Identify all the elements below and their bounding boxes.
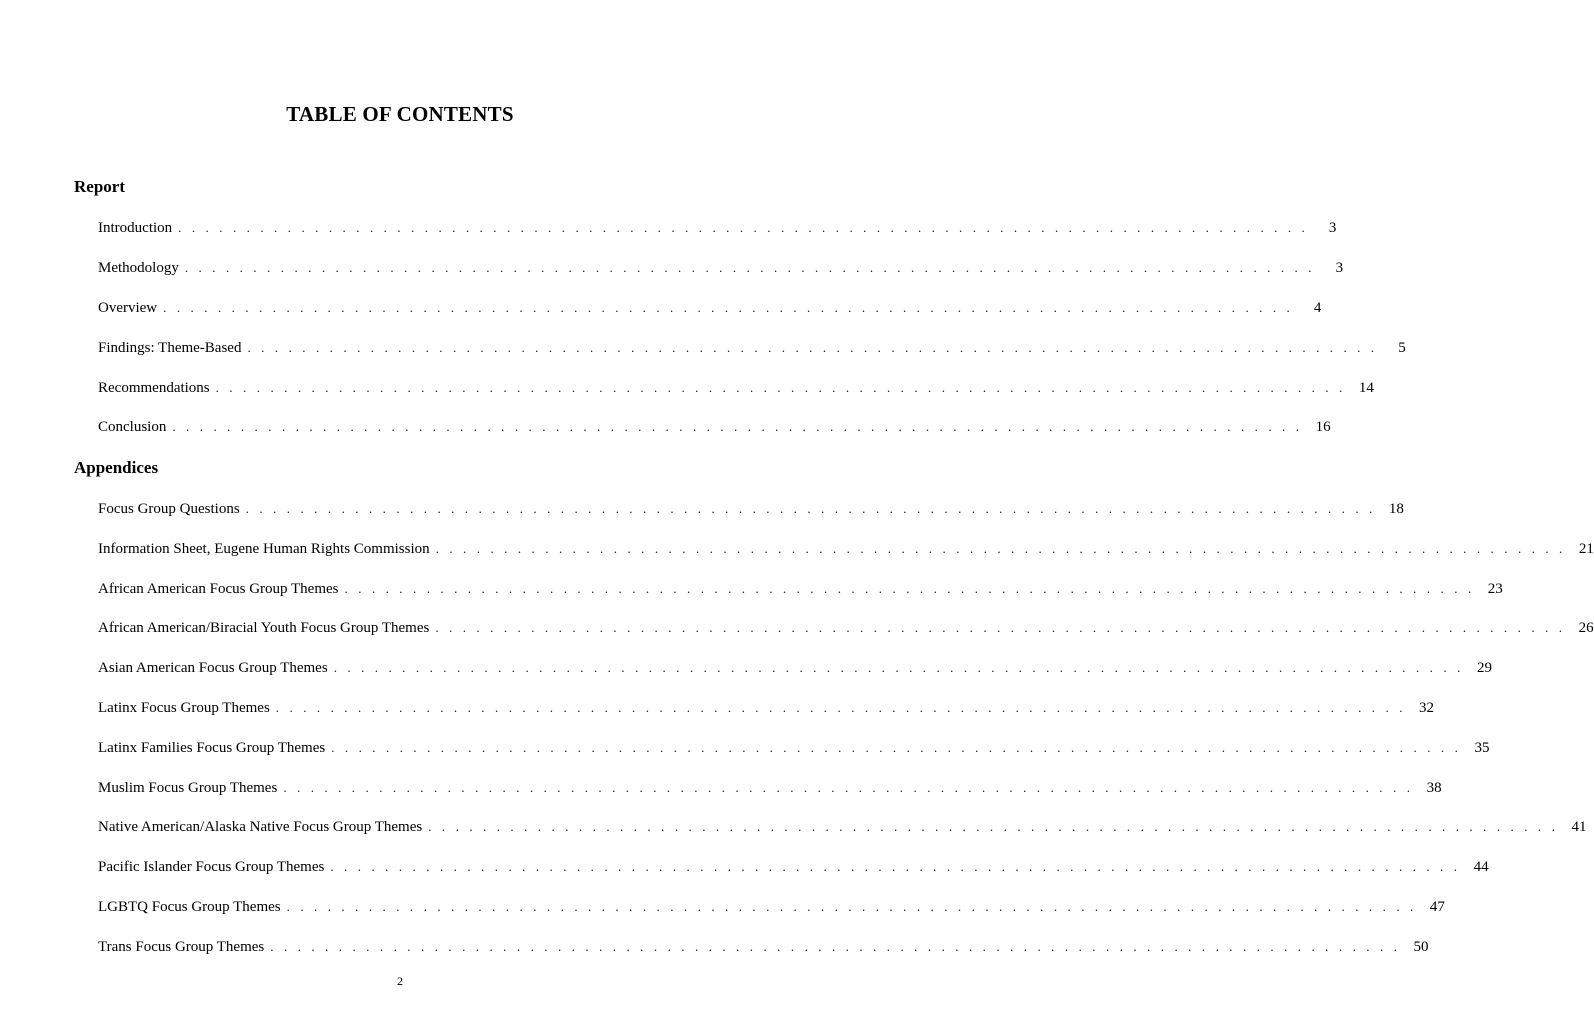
toc-entry[interactable] (98, 698, 1435, 718)
toc-entry-label: Pacific Islander Focus Group Themes (98, 859, 325, 875)
dot-leader: . . . . . . . . . . . . . . . . . . . . . . . . . . . . . . . . . . . . . . . . . . . . . . . . . . . . . . . . . . . . . . . . . . . . . . . . . . . . . . . . . . . (435, 620, 1566, 635)
toc-entry-label: Introduction (98, 220, 173, 236)
toc-entry[interactable] (98, 338, 1406, 358)
toc-entry-label: African American Focus Group Themes (98, 581, 339, 597)
dot-leader: . . . . . . . . . . . . . . . . . . . . . . . . . . . . . . . . . . . . . . . . . . . . . . . . . . . . . . . . . . . . . . . . . . . . . . . . . . . . . . . . . . . (270, 939, 1401, 954)
toc-entry[interactable] (98, 417, 1331, 437)
toc-entry-page: 21 (1578, 541, 1594, 557)
section-heading-appendices: Appendices (74, 458, 159, 477)
toc-entry[interactable] (98, 778, 1442, 798)
toc-entry-label: Recommendations (98, 380, 210, 396)
dot-leader: . . . . . . . . . . . . . . . . . . . . . . . . . . . . . . . . . . . . . . . . . . . . . . . . . . . . . . . . . . . . . . . . . . . . . . . . . . . . . . . . . . . (215, 380, 1346, 395)
dot-leader: . . . . . . . . . . . . . . . . . . . . . . . . . . . . . . . . . . . . . . . . . . . . . . . . . . . . . . . . . . . . . . . . . . . . . . . . . . . . . . . . . . . (163, 300, 1294, 315)
toc-entry-label: Conclusion (98, 419, 167, 435)
toc-entry-page: 32 (1419, 700, 1435, 716)
dot-leader: . . . . . . . . . . . . . . . . . . . . . . . . . . . . . . . . . . . . . . . . . . . . . . . . . . . . . . . . . . . . . . . . . . . . . . . . . . . . . . . . . . . (428, 819, 1559, 834)
toc-entry-page: 14 (1358, 380, 1374, 396)
toc-entry-label: Information Sheet, Eugene Human Rights Commission (98, 541, 430, 557)
section-heading-report: Report (74, 177, 125, 196)
toc-entry-page: 44 (1473, 859, 1489, 875)
toc-entry-page: 3 (1328, 220, 1337, 236)
toc-entry[interactable] (98, 618, 1594, 638)
dot-leader: . . . . . . . . . . . . . . . . . . . . . . . . . . . . . . . . . . . . . . . . . . . . . . . . . . . . . . . . . . . . . . . . . . . . . . . . . . . . . . . . . . . (245, 501, 1376, 516)
dot-leader: . . . . . . . . . . . . . . . . . . . . . . . . . . . . . . . . . . . . . . . . . . . . . . . . . . . . . . . . . . . . . . . . . . . . . . . . . . . . . . . . . . . (275, 700, 1407, 715)
toc-entry-page: 38 (1426, 780, 1442, 796)
dot-leader: . . . . . . . . . . . . . . . . . . . . . . . . . . . . . . . . . . . . . . . . . . . . . . . . . . . . . . . . . . . . . . . . . . . . . . . . . . . . . . . . . . . (435, 541, 1566, 556)
dot-leader: . . . . . . . . . . . . . . . . . . . . . . . . . . . . . . . . . . . . . . . . . . . . . . . . . . . . . . . . . . . . . . . . . . . . . . . . . . . . . . . . . . . (286, 899, 1417, 914)
toc-entry[interactable] (98, 579, 1503, 599)
dot-leader: . . . . . . . . . . . . . . . . . . . . . . . . . . . . . . . . . . . . . . . . . . . . . . . . . . . . . . . . . . . . . . . . . . . . . . . . . . . . . . . . . . . (331, 740, 1462, 755)
toc-entry-page: 29 (1476, 660, 1492, 676)
toc-entry-page: 18 (1388, 501, 1404, 517)
dot-leader: . . . . . . . . . . . . . . . . . . . . . . . . . . . . . . . . . . . . . . . . . . . . . . . . . . . . . . . . . . . . . . . . . . . . . . . . . . . . . . . . . . . (344, 581, 1475, 596)
toc-entry[interactable] (98, 378, 1374, 398)
toc-entry-label: African American/Biracial Youth Focus Group Themes (98, 620, 430, 636)
toc-entry-page: 23 (1487, 581, 1503, 597)
toc-entry-label: LGBTQ Focus Group Themes (98, 899, 281, 915)
toc-entry[interactable] (98, 738, 1490, 758)
toc-entry[interactable] (98, 258, 1344, 278)
toc-entry[interactable] (98, 298, 1322, 318)
toc-entry-page: 3 (1335, 260, 1344, 276)
toc-entry-page: 35 (1474, 740, 1490, 756)
toc-entry[interactable] (98, 897, 1445, 917)
page-title: TABLE OF CONTENTS (286, 102, 514, 126)
toc-entry-page: 16 (1315, 419, 1331, 435)
toc-entry-label: Methodology (98, 260, 179, 276)
toc-entry-label: Trans Focus Group Themes (98, 939, 265, 955)
toc-entry-page: 47 (1429, 899, 1445, 915)
dot-leader: . . . . . . . . . . . . . . . . . . . . . . . . . . . . . . . . . . . . . . . . . . . . . . . . . . . . . . . . . . . . . . . . . . . . . . . . . . . . . . . . . . . (184, 260, 1316, 275)
toc-entry-page: 26 (1578, 620, 1594, 636)
toc-entry-page: 5 (1398, 340, 1406, 356)
dot-leader: . . . . . . . . . . . . . . . . . . . . . . . . . . . . . . . . . . . . . . . . . . . . . . . . . . . . . . . . . . . . . . . . . . . . . . . . . . . . . . . . . . . (283, 780, 1414, 795)
dot-leader: . . . . . . . . . . . . . . . . . . . . . . . . . . . . . . . . . . . . . . . . . . . . . . . . . . . . . . . . . . . . . . . . . . . . . . . . . . . . . . . . . . . (178, 220, 1309, 235)
toc-entry-label: Latinx Focus Group Themes (98, 700, 270, 716)
toc-entry-label: Findings: Theme-Based (98, 340, 242, 356)
toc-entry-label: Latinx Families Focus Group Themes (98, 740, 326, 756)
toc-entry[interactable] (98, 539, 1594, 559)
toc-entry[interactable] (98, 499, 1404, 519)
dot-leader: . . . . . . . . . . . . . . . . . . . . . . . . . . . . . . . . . . . . . . . . . . . . . . . . . . . . . . . . . . . . . . . . . . . . . . . . . . . . . . . . . . . (247, 340, 1378, 355)
toc-entry-label: Muslim Focus Group Themes (98, 780, 278, 796)
page-number: 2 (397, 974, 403, 988)
toc-entry-label: Focus Group Questions (98, 501, 240, 517)
toc-entry[interactable] (98, 658, 1492, 678)
toc-entry-label: Overview (98, 300, 158, 316)
dot-leader: . . . . . . . . . . . . . . . . . . . . . . . . . . . . . . . . . . . . . . . . . . . . . . . . . . . . . . . . . . . . . . . . . . . . . . . . . . . . . . . . . . . (333, 660, 1464, 675)
dot-leader: . . . . . . . . . . . . . . . . . . . . . . . . . . . . . . . . . . . . . . . . . . . . . . . . . . . . . . . . . . . . . . . . . . . . . . . . . . . . . . . . . . . (330, 859, 1461, 874)
toc-entry[interactable] (98, 937, 1429, 957)
toc-entry[interactable] (98, 817, 1587, 837)
toc-entry-label: Asian American Focus Group Themes (98, 660, 328, 676)
toc-entry-page: 50 (1413, 939, 1429, 955)
toc-entry[interactable] (98, 857, 1489, 877)
toc-entry-page: 41 (1571, 819, 1587, 835)
toc-entry[interactable] (98, 218, 1337, 238)
toc-entry-page: 4 (1313, 300, 1322, 316)
dot-leader: . . . . . . . . . . . . . . . . . . . . . . . . . . . . . . . . . . . . . . . . . . . . . . . . . . . . . . . . . . . . . . . . . . . . . . . . . . . . . . . . . . . (172, 419, 1303, 434)
toc-entry-label: Native American/Alaska Native Focus Group Themes (98, 819, 423, 835)
